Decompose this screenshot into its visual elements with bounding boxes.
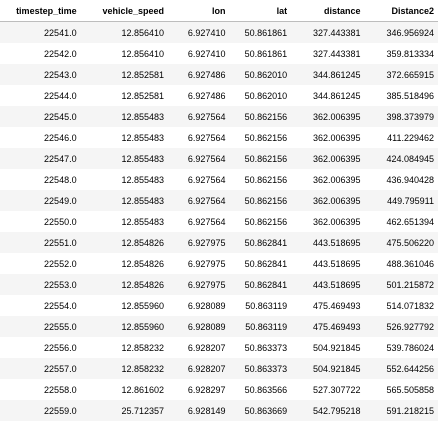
table-row <box>0 316 438 337</box>
cell-distance: 344.861245 <box>291 85 364 106</box>
cell-distance2: 436.940428 <box>365 169 438 190</box>
cell-vehicle-speed: 12.854826 <box>81 232 168 253</box>
cell-timestep-time: 22548.0 <box>0 169 81 190</box>
cell-vehicle-speed: 12.855960 <box>81 295 168 316</box>
table-row <box>0 190 438 211</box>
cell-lat: 50.861861 <box>229 43 291 64</box>
cell-lat: 50.862156 <box>229 106 291 127</box>
cell-lon: 6.927486 <box>168 64 229 85</box>
cell-vehicle-speed: 12.855483 <box>81 190 168 211</box>
cell-lon: 6.927564 <box>168 190 229 211</box>
cell-distance2: 539.786024 <box>365 337 438 358</box>
cell-distance2: 552.644256 <box>365 358 438 379</box>
cell-vehicle-speed: 12.855483 <box>81 148 168 169</box>
cell-timestep-time: 22547.0 <box>0 148 81 169</box>
table-row <box>0 148 438 169</box>
table-row <box>0 379 438 400</box>
cell-distance2: 424.084945 <box>365 148 438 169</box>
cell-distance: 443.518695 <box>291 232 364 253</box>
cell-timestep-time: 22553.0 <box>0 274 81 295</box>
cell-distance: 475.469493 <box>291 316 364 337</box>
cell-distance: 475.469493 <box>291 295 364 316</box>
cell-distance: 362.006395 <box>291 169 364 190</box>
cell-lon: 6.927564 <box>168 148 229 169</box>
cell-distance: 527.307722 <box>291 379 364 400</box>
header-row <box>0 0 438 22</box>
cell-distance2: 398.373979 <box>365 106 438 127</box>
cell-distance2: 411.229462 <box>365 127 438 148</box>
cell-vehicle-speed: 12.854826 <box>81 274 168 295</box>
cell-lat: 50.862156 <box>229 148 291 169</box>
cell-timestep-time: 22552.0 <box>0 253 81 274</box>
cell-lon: 6.928207 <box>168 337 229 358</box>
cell-distance2: 501.215872 <box>365 274 438 295</box>
cell-vehicle-speed: 12.852581 <box>81 85 168 106</box>
cell-distance: 327.443381 <box>291 43 364 64</box>
cell-distance: 504.921845 <box>291 358 364 379</box>
cell-lon: 6.928207 <box>168 358 229 379</box>
cell-distance2: 462.651394 <box>365 211 438 232</box>
table-row <box>0 274 438 295</box>
cell-lon: 6.927564 <box>168 211 229 232</box>
column-header-lat: lat <box>229 0 291 22</box>
table-row <box>0 43 438 64</box>
cell-distance2: 449.795911 <box>365 190 438 211</box>
table-row <box>0 253 438 274</box>
cell-timestep-time: 22542.0 <box>0 43 81 64</box>
cell-vehicle-speed: 12.855960 <box>81 316 168 337</box>
cell-lat: 50.863119 <box>229 316 291 337</box>
cell-distance2: 591.218215 <box>365 400 438 421</box>
cell-timestep-time: 22559.0 <box>0 400 81 421</box>
cell-timestep-time: 22556.0 <box>0 337 81 358</box>
cell-distance2: 526.927792 <box>365 316 438 337</box>
table-row <box>0 400 438 421</box>
cell-timestep-time: 22544.0 <box>0 85 81 106</box>
cell-distance: 362.006395 <box>291 127 364 148</box>
cell-lon: 6.927564 <box>168 106 229 127</box>
cell-vehicle-speed: 25.712357 <box>81 400 168 421</box>
cell-lon: 6.927975 <box>168 232 229 253</box>
cell-distance2: 359.813334 <box>365 43 438 64</box>
column-header-distance2: Distance2 <box>365 0 438 22</box>
cell-timestep-time: 22545.0 <box>0 106 81 127</box>
table-row <box>0 22 438 44</box>
cell-lat: 50.862156 <box>229 169 291 190</box>
cell-timestep-time: 22557.0 <box>0 358 81 379</box>
cell-distance2: 475.506220 <box>365 232 438 253</box>
table-row <box>0 64 438 85</box>
cell-distance: 504.921845 <box>291 337 364 358</box>
column-header-timestep-time: timestep_time <box>0 0 81 22</box>
cell-lat: 50.862841 <box>229 253 291 274</box>
cell-lon: 6.927564 <box>168 169 229 190</box>
table-row <box>0 337 438 358</box>
cell-lat: 50.863373 <box>229 337 291 358</box>
cell-timestep-time: 22541.0 <box>0 22 81 44</box>
cell-lon: 6.928149 <box>168 400 229 421</box>
cell-lat: 50.862156 <box>229 127 291 148</box>
cell-lat: 50.862010 <box>229 85 291 106</box>
cell-lat: 50.862841 <box>229 274 291 295</box>
cell-vehicle-speed: 12.855483 <box>81 211 168 232</box>
column-header-distance: distance <box>291 0 364 22</box>
cell-lon: 6.927975 <box>168 274 229 295</box>
table-row <box>0 232 438 253</box>
cell-timestep-time: 22558.0 <box>0 379 81 400</box>
cell-lat: 50.861861 <box>229 22 291 44</box>
cell-timestep-time: 22554.0 <box>0 295 81 316</box>
cell-vehicle-speed: 12.861602 <box>81 379 168 400</box>
table-header <box>0 0 438 22</box>
cell-timestep-time: 22551.0 <box>0 232 81 253</box>
cell-lon: 6.927486 <box>168 85 229 106</box>
cell-distance2: 346.956924 <box>365 22 438 44</box>
cell-distance: 542.795218 <box>291 400 364 421</box>
cell-lat: 50.862010 <box>229 64 291 85</box>
cell-vehicle-speed: 12.856410 <box>81 22 168 44</box>
cell-lat: 50.863373 <box>229 358 291 379</box>
cell-lat: 50.862156 <box>229 190 291 211</box>
cell-timestep-time: 22555.0 <box>0 316 81 337</box>
cell-vehicle-speed: 12.855483 <box>81 106 168 127</box>
table-row <box>0 295 438 316</box>
cell-distance: 443.518695 <box>291 274 364 295</box>
cell-timestep-time: 22550.0 <box>0 211 81 232</box>
cell-distance: 362.006395 <box>291 148 364 169</box>
cell-distance2: 372.665915 <box>365 64 438 85</box>
table-row <box>0 127 438 148</box>
cell-lon: 6.927410 <box>168 22 229 44</box>
cell-lon: 6.927975 <box>168 253 229 274</box>
cell-lat: 50.863669 <box>229 400 291 421</box>
column-header-lon: lon <box>168 0 229 22</box>
cell-vehicle-speed: 12.855483 <box>81 127 168 148</box>
cell-distance: 344.861245 <box>291 64 364 85</box>
cell-distance2: 565.505858 <box>365 379 438 400</box>
table-row <box>0 211 438 232</box>
cell-vehicle-speed: 12.858232 <box>81 358 168 379</box>
cell-timestep-time: 22549.0 <box>0 190 81 211</box>
cell-distance2: 385.518496 <box>365 85 438 106</box>
cell-distance: 362.006395 <box>291 190 364 211</box>
cell-distance2: 514.071832 <box>365 295 438 316</box>
cell-distance: 327.443381 <box>291 22 364 44</box>
cell-lon: 6.928297 <box>168 379 229 400</box>
cell-lon: 6.927564 <box>168 127 229 148</box>
cell-vehicle-speed: 12.852581 <box>81 64 168 85</box>
cell-lat: 50.863119 <box>229 295 291 316</box>
cell-timestep-time: 22546.0 <box>0 127 81 148</box>
table-row <box>0 169 438 190</box>
cell-distance: 362.006395 <box>291 211 364 232</box>
cell-distance: 443.518695 <box>291 253 364 274</box>
cell-lat: 50.862156 <box>229 211 291 232</box>
cell-distance: 362.006395 <box>291 106 364 127</box>
cell-vehicle-speed: 12.858232 <box>81 337 168 358</box>
cell-vehicle-speed: 12.854826 <box>81 253 168 274</box>
table-row <box>0 106 438 127</box>
cell-lon: 6.928089 <box>168 295 229 316</box>
column-header-vehicle-speed: vehicle_speed <box>81 0 168 22</box>
cell-lat: 50.863566 <box>229 379 291 400</box>
table-body <box>0 22 438 422</box>
cell-vehicle-speed: 12.855483 <box>81 169 168 190</box>
cell-lon: 6.928089 <box>168 316 229 337</box>
table-row <box>0 85 438 106</box>
cell-distance2: 488.361046 <box>365 253 438 274</box>
table-row <box>0 358 438 379</box>
cell-vehicle-speed: 12.856410 <box>81 43 168 64</box>
cell-timestep-time: 22543.0 <box>0 64 81 85</box>
cell-lon: 6.927410 <box>168 43 229 64</box>
cell-lat: 50.862841 <box>229 232 291 253</box>
